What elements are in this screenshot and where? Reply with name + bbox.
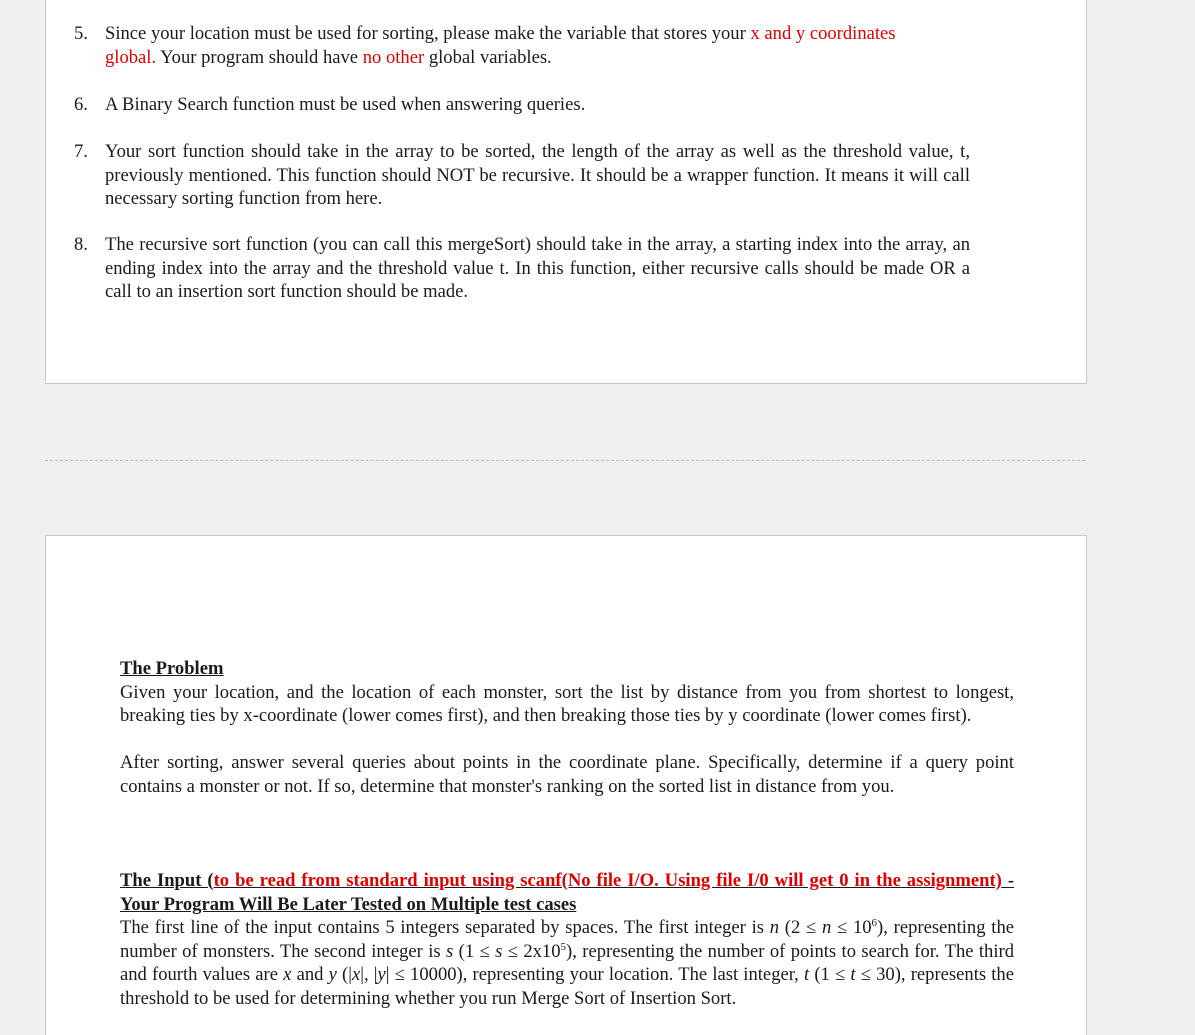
heading-text: The Input ( bbox=[120, 870, 214, 891]
rule-text-segment: global variables. bbox=[424, 46, 552, 68]
heading-text: - Your Program Will Be Later Tested on Multiple test cases bbox=[120, 870, 1015, 915]
rule-number: 6. bbox=[74, 94, 88, 115]
page-break-separator bbox=[45, 460, 1085, 461]
rule-number: 7. bbox=[74, 141, 88, 162]
section-heading: The Problem bbox=[120, 658, 224, 679]
rule-text-segment: Your program should have bbox=[156, 46, 363, 68]
highlight-text: x and y coordinates bbox=[750, 23, 896, 44]
input-paragraph: The first line of the input contains 5 integers separated by spaces. The first integer is n $(2 \le n \le 10^6)$, representing the number of monsters. The second integer is s $(1 \le s \le 2x10^5)$, representing the number of points to search for. The third and fourth values are x and y (|x|, |y| ≤ 10000), representing your location. The last integer, t (1 ≤ t ≤ 30), represents the threshold to be used for determining whether you run Merge Sort of Insertion Sort. bbox=[120, 917, 1015, 1009]
rule-text: The recursive sort function (you can call this mergeSort) should take in the array, a starting index into the array, an ending index into the array and the threshold value t. In this function, either recursive calls should be made OR a call to an insertion sort function should be made. bbox=[105, 234, 970, 303]
rule-text-segment: Since your location must be used for sorting, please make the variable that stores your bbox=[105, 23, 751, 44]
rule-text: Your sort function should take in the array to be sorted, the length of the array as well as the threshold value, t, previously mentioned. This function should NOT be recursive. It should be a wrapper function. It means it will call necessary sorting function from here. bbox=[105, 141, 970, 210]
problem-paragraph-2: After sorting, answer several queries about points in the coordinate plane. Specifically, determine if a query point contains a monster or not. If so, determine that monster's ranking on the sorted list in distance from you. bbox=[120, 752, 1014, 797]
rule-item-7 bbox=[74, 140, 970, 211]
rule-number: 8. bbox=[74, 234, 88, 255]
input-section bbox=[120, 869, 1014, 1011]
rule-item-6 bbox=[74, 93, 970, 117]
highlight-text: global. bbox=[105, 46, 157, 68]
rule-number: 5. bbox=[74, 23, 88, 44]
highlight-text: no other bbox=[362, 46, 425, 68]
highlight-text: to be read from standard input using scanf(No file I/O. Using file I/0 will get 0 in the assignment) bbox=[213, 870, 1002, 891]
problem-section bbox=[120, 657, 1014, 799]
problem-paragraph-1: Given your location, and the location of each monster, sort the list by distance from you from shortest to longest, breaking ties by x-coordinate (lower comes first), and then breaking those ties by y coordinate (lower comes first). bbox=[120, 681, 1014, 727]
rule-text: A Binary Search function must be used when answering queries. bbox=[105, 94, 586, 115]
section-heading bbox=[120, 869, 1014, 916]
rule-item-8 bbox=[74, 233, 970, 304]
rule-text bbox=[105, 22, 970, 69]
rule-item-5 bbox=[74, 22, 970, 69]
